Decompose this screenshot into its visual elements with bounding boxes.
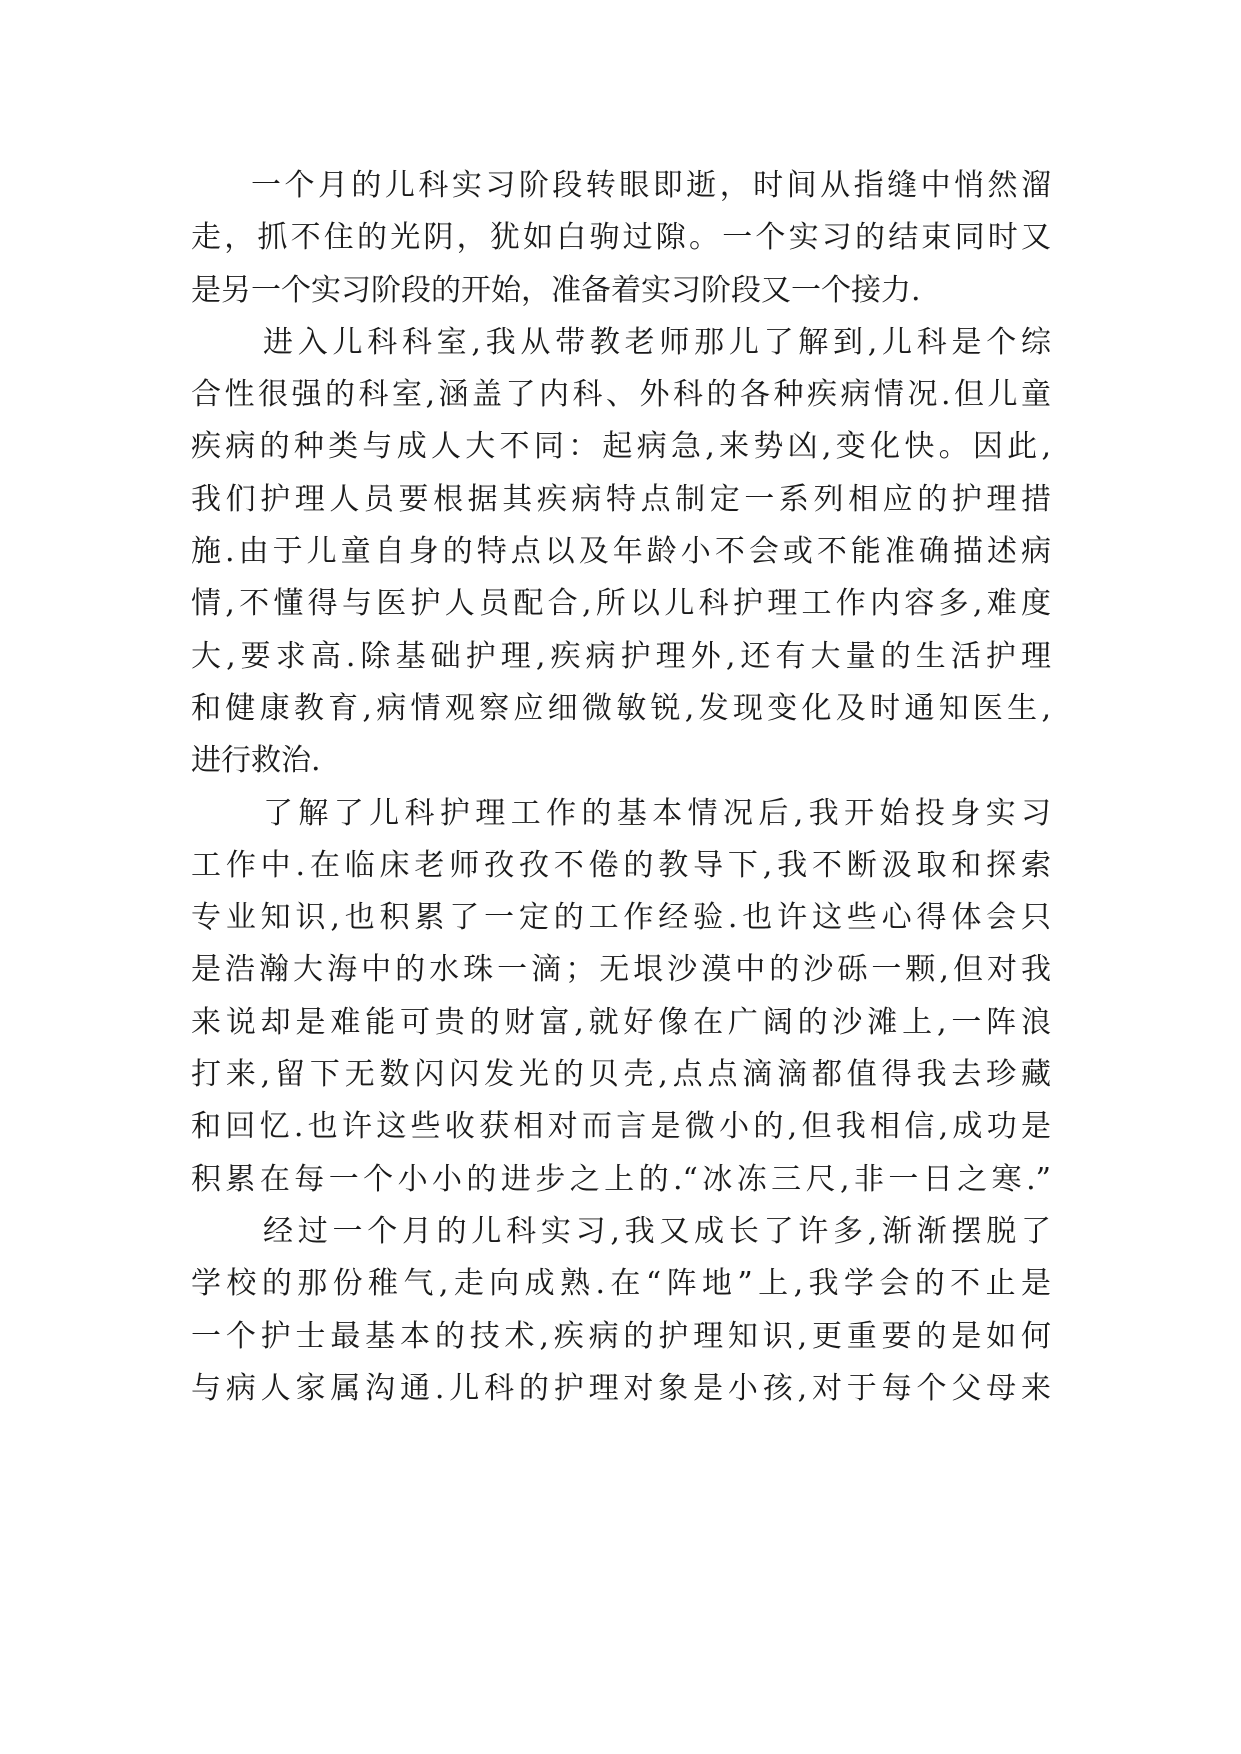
- paragraph-2: [191, 317, 1051, 788]
- text-line: 经过一个月的儿科实习,我又成长了许多,渐渐摆脱了: [263, 1213, 1051, 1249]
- text-line: 是浩瀚大海中的水珠一滴；无垠沙漠中的沙砾一颗,但对我: [191, 952, 1051, 988]
- text-line: 来说却是难能可贵的财富,就好像在广阔的沙滩上,一阵浪: [191, 1004, 1051, 1040]
- text-line: 是另一个实习阶段的开始，准备着实习阶段又一个接力.: [191, 272, 921, 308]
- text-line: 进入儿科科室,我从带教老师那儿了解到,儿科是个综: [263, 324, 1051, 360]
- document-body: [191, 160, 1051, 1415]
- text-line: 走，抓不住的光阴，犹如白驹过隙。一个实习的结束同时又: [191, 220, 1051, 256]
- text-line: 和回忆.也许这些收获相对而言是微小的,但我相信,成功是: [191, 1109, 1051, 1145]
- text-line: 和健康教育,病情观察应细微敏锐,发现变化及时通知医生,: [191, 690, 1051, 726]
- text-line: 大,要求高.除基础护理,疾病护理外,还有大量的生活护理: [191, 638, 1051, 674]
- text-line: 了解了儿科护理工作的基本情况后,我开始投身实习: [263, 795, 1051, 831]
- text-line: 我们护理人员要根据其疾病特点制定一系列相应的护理措: [191, 481, 1051, 517]
- text-line: 情,不懂得与医护人员配合,所以儿科护理工作内容多,难度: [191, 586, 1051, 622]
- text-line: 一个月的儿科实习阶段转眼即逝，时间从指缝中悄然溜: [251, 168, 1051, 203]
- paragraph-3: [191, 788, 1051, 1206]
- paragraph-1: [191, 160, 1051, 317]
- paragraph-4: [191, 1206, 1051, 1415]
- text-line: 积累在每一个小小的进步之上的.“冰冻三尺,非一日之寒.”: [191, 1161, 1051, 1197]
- text-line: 疾病的种类与成人大不同：起病急,来势凶,变化快。因此,: [191, 429, 1051, 465]
- text-line: 施.由于儿童自身的特点以及年龄小不会或不能准确描述病: [191, 534, 1051, 570]
- text-line: 专业知识,也积累了一定的工作经验.也许这些心得体会只: [191, 900, 1051, 936]
- text-line: 合性很强的科室,涵盖了内科、外科的各种疾病情况.但儿童: [191, 377, 1051, 413]
- text-line: 学校的那份稚气,走向成熟.在“阵地”上,我学会的不止是: [191, 1266, 1051, 1302]
- text-line: 进行救治.: [191, 743, 321, 779]
- text-line: 与病人家属沟通.儿科的护理对象是小孩,对于每个父母来: [191, 1370, 1051, 1406]
- text-line: 工作中.在临床老师孜孜不倦的教导下,我不断汲取和探索: [191, 847, 1051, 883]
- text-line: 打来,留下无数闪闪发光的贝壳,点点滴滴都值得我去珍藏: [191, 1057, 1051, 1093]
- text-line: 一个护士最基本的技术,疾病的护理知识,更重要的是如何: [191, 1318, 1051, 1354]
